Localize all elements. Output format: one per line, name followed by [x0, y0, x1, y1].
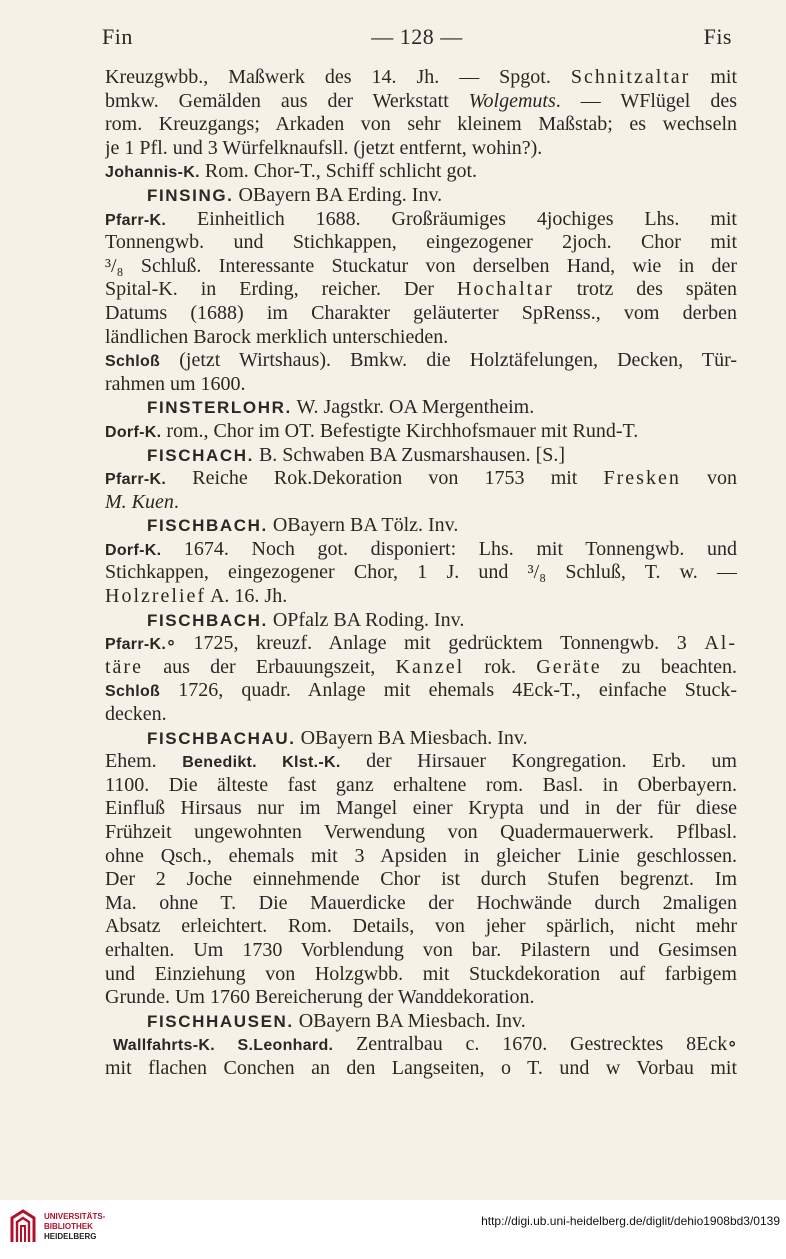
text-span: Ma. ohne T. Die Mauerdicke der Hochwände durch 2maligen — [105, 891, 737, 914]
text-line — [105, 396, 737, 420]
place-heading: FISCHBACH. — [147, 516, 268, 536]
text-span: erhalten. Um 1730 Vorblendung von bar. Pilastern und Gesimsen — [105, 938, 737, 961]
text-line — [105, 184, 737, 208]
text-span: OBayern BA Tölz. Inv. — [267, 514, 459, 537]
text-span: ohne Qsch., ehemals mit 3 Apsiden in gleicher Linie geschlossen. — [105, 844, 737, 867]
text-line — [105, 1057, 737, 1081]
text-line — [105, 986, 737, 1010]
entry-keyword: Johannis-K. — [105, 164, 200, 182]
text-span: Wolgemuts — [468, 89, 556, 112]
text-span: Der 2 Joche einnehmende Chor ist durch Stufen begrenzt. Im — [105, 868, 737, 891]
entry-keyword: Dorf-K. — [105, 423, 162, 441]
text-span: Stichkappen, eingezogener Chor, 1 J. und ³/₈ Schluß, T. w. — — [105, 561, 737, 584]
text-span: OBayern BA Miesbach. Inv. — [295, 726, 528, 749]
text-span: rok. — [464, 655, 537, 678]
text-span: ³/₈ Schluß. Interessante Stuckatur von derselben Hand, wie in der — [105, 254, 737, 277]
text-span: rom. Kreuzgangs; Arkaden von sehr kleinem Maßstab; es wechseln — [105, 113, 737, 136]
text-span: aus der Erbauungszeit, — [142, 655, 396, 678]
text-span: Reiche Rok.Dekoration von 1753 mit — [166, 467, 604, 490]
text-span: Kanzel — [395, 655, 465, 678]
text-line — [105, 444, 737, 468]
entry-keyword: Schloß — [105, 683, 161, 701]
page-number: — 128 — — [371, 24, 463, 49]
entry-keyword: Pfarr-K. — [105, 636, 167, 654]
text-span: ∘ 1725, kreuzf. Anlage mit gedrücktem Tonnengwb. 3 — [166, 632, 705, 655]
text-line — [105, 609, 737, 633]
entry-keyword: Dorf-K. — [105, 541, 162, 559]
text-span: OPfalz BA Roding. Inv. — [267, 608, 465, 631]
text-span: Hochaltar — [456, 278, 554, 301]
library-name-line2: BIBLIOTHEK — [44, 1222, 93, 1231]
place-heading: FISCHACH. — [147, 445, 254, 465]
library-name-line1: UNIVERSITÄTS- — [44, 1212, 106, 1221]
text-span: Holzrelief — [105, 585, 207, 608]
text-span: Einfluß Hirsaus nur im Mangel einer Krypta und in der für diese — [105, 797, 737, 820]
text-line — [105, 1010, 737, 1034]
text-span: Kreuzgwbb., Maßwerk des 14. Jh. — Spgot. — [105, 66, 571, 88]
text-span: Spital-K. in Erding, reicher. Der — [105, 278, 457, 301]
place-heading: FISCHBACHAU. — [147, 728, 296, 748]
entry-keyword: Schloß — [105, 353, 161, 371]
text-span: Tonnengwb. und Stichkappen, eingezogener 2joch. Chor mit — [105, 231, 737, 254]
text-line — [105, 514, 737, 538]
text-line — [105, 491, 737, 515]
text-line — [105, 326, 737, 350]
text-line — [105, 821, 737, 845]
library-name — [44, 1212, 105, 1242]
source-url-link[interactable]: http://digi.ub.uni-heidelberg.de/diglit/dehio1908bd3/0139 — [481, 1214, 780, 1228]
text-span: Rom. Chor-T., Schiff schlicht got. — [199, 160, 478, 183]
text-span: Grunde. Um 1760 Bereicherung der Wanddekoration. — [105, 986, 535, 1009]
text-span: OBayern BA Miesbach. Inv. — [293, 1009, 526, 1032]
text-line — [105, 915, 737, 939]
text-span: täre — [105, 655, 143, 678]
text-span: Ehem. — [105, 750, 183, 773]
text-line — [105, 467, 737, 491]
text-span: zu beachten. — [601, 655, 737, 678]
text-line — [105, 113, 737, 137]
text-line — [105, 561, 737, 585]
text-span: . — [173, 490, 179, 513]
text-span: trotz des späten — [553, 278, 737, 301]
text-span: mit flachen Conchen an den Langseiten, o T. und w Vorbau mit — [105, 1056, 737, 1079]
text-line — [105, 231, 737, 255]
text-line — [105, 373, 737, 397]
text-span: rom., Chor im OT. Befestigte Kirchhofsmauer mit Rund-T. — [161, 419, 639, 442]
text-span: und Einziehung von Holzgwbb. mit Stuckdekoration auf farbigem — [105, 962, 737, 985]
text-line — [105, 90, 737, 114]
text-line — [105, 585, 737, 609]
text-line — [105, 160, 737, 184]
place-heading: FISCHHAUSEN. — [147, 1011, 294, 1031]
entry-keyword: Pfarr-K. — [105, 211, 167, 229]
text-line — [105, 66, 737, 90]
text-line — [105, 208, 737, 232]
text-span: B. Schwaben BA Zusmarshausen. [S.] — [253, 443, 566, 466]
text-line — [105, 939, 737, 963]
text-line — [105, 963, 737, 987]
text-span: 1100. Die älteste fast ganz erhaltene rom. Basl. in Oberbayern. — [105, 773, 737, 796]
library-name-line3: HEIDELBERG — [44, 1232, 97, 1241]
text-line — [105, 845, 737, 869]
entry-keyword: Pfarr-K. — [105, 471, 167, 489]
text-line — [105, 774, 737, 798]
text-span: je 1 Pfl. und 3 Würfelknaufsll. (jetzt entfernt, wohin?). — [105, 136, 543, 159]
text-line — [105, 278, 737, 302]
text-span: Schnitzaltar — [570, 66, 691, 88]
text-line — [105, 1033, 737, 1057]
place-heading: FISCHBACH. — [147, 610, 268, 630]
text-line — [105, 302, 737, 326]
text-line — [105, 750, 737, 774]
text-span: Datums (1688) im Charakter geläuterter SpRenss., vom derben — [105, 301, 737, 324]
entry-keyword: Benedikt. Klst.-K. — [182, 754, 341, 772]
text-line — [105, 656, 737, 680]
library-logo-icon — [8, 1208, 38, 1246]
text-span: mit — [690, 66, 737, 88]
text-span: der Hirsauer Kongregation. Erb. um — [340, 750, 737, 773]
text-span: von — [680, 467, 737, 490]
text-line — [105, 632, 737, 656]
text-span: Absatz erleichtert. Rom. Details, von jeher spärlich, nicht mehr — [105, 915, 737, 938]
text-line — [105, 868, 737, 892]
text-span: Frühzeit ungewohnten Verwendung von Quadermauerwerk. Pflbasl. — [105, 821, 737, 843]
text-line — [105, 538, 737, 562]
text-span: decken. — [105, 703, 167, 726]
header-right-keyword: Fis — [703, 24, 732, 49]
text-line — [105, 349, 737, 373]
page-text — [105, 66, 737, 1081]
footer-bar — [0, 1200, 786, 1259]
text-line — [105, 137, 737, 161]
text-span: rahmen um 1600. — [105, 372, 246, 395]
place-heading: FINSING. — [147, 185, 234, 205]
text-line — [105, 797, 737, 821]
text-span: ländlichen Barock merklich unterschieden. — [105, 325, 449, 348]
text-line — [105, 679, 737, 703]
text-span: 1674. Noch got. disponiert: Lhs. mit Tonnengwb. und — [161, 537, 737, 560]
text-line — [105, 420, 737, 444]
text-line — [105, 703, 737, 727]
text-span: (jetzt Wirtshaus). Bmkw. die Holztäfelungen, Decken, Tür- — [160, 349, 737, 372]
text-span: OBayern BA Erding. Inv. — [233, 183, 443, 206]
text-span: M. Kuen — [105, 490, 174, 513]
text-span: 1726, quadr. Anlage mit ehemals 4Eck-T., einfache Stuck- — [160, 679, 737, 702]
place-heading: FINSTERLOHR. — [147, 398, 292, 418]
text-span: Einheitlich 1688. Großräumiges 4jochiges Lhs. mit — [166, 207, 737, 230]
text-line — [105, 727, 737, 751]
text-span: bmkw. Gemälden aus der Werkstatt — [105, 89, 469, 112]
text-line — [105, 892, 737, 916]
text-span: W. Jagstkr. OA Mergentheim. — [291, 396, 535, 419]
text-span: A. 16. Jh. — [206, 585, 288, 608]
text-line — [105, 255, 737, 279]
entry-keyword: Wallfahrts-K. S.Leonhard. — [113, 1037, 334, 1055]
running-header — [102, 20, 732, 54]
text-span: Zentralbau c. 1670. Gestrecktes 8Eck∘ — [333, 1033, 737, 1056]
text-span: Al- — [704, 632, 737, 655]
text-span: Geräte — [536, 655, 602, 678]
header-left-keyword: Fin — [102, 24, 133, 49]
text-span: Fresken — [603, 467, 681, 490]
text-span: . — WFlügel des — [555, 89, 737, 112]
